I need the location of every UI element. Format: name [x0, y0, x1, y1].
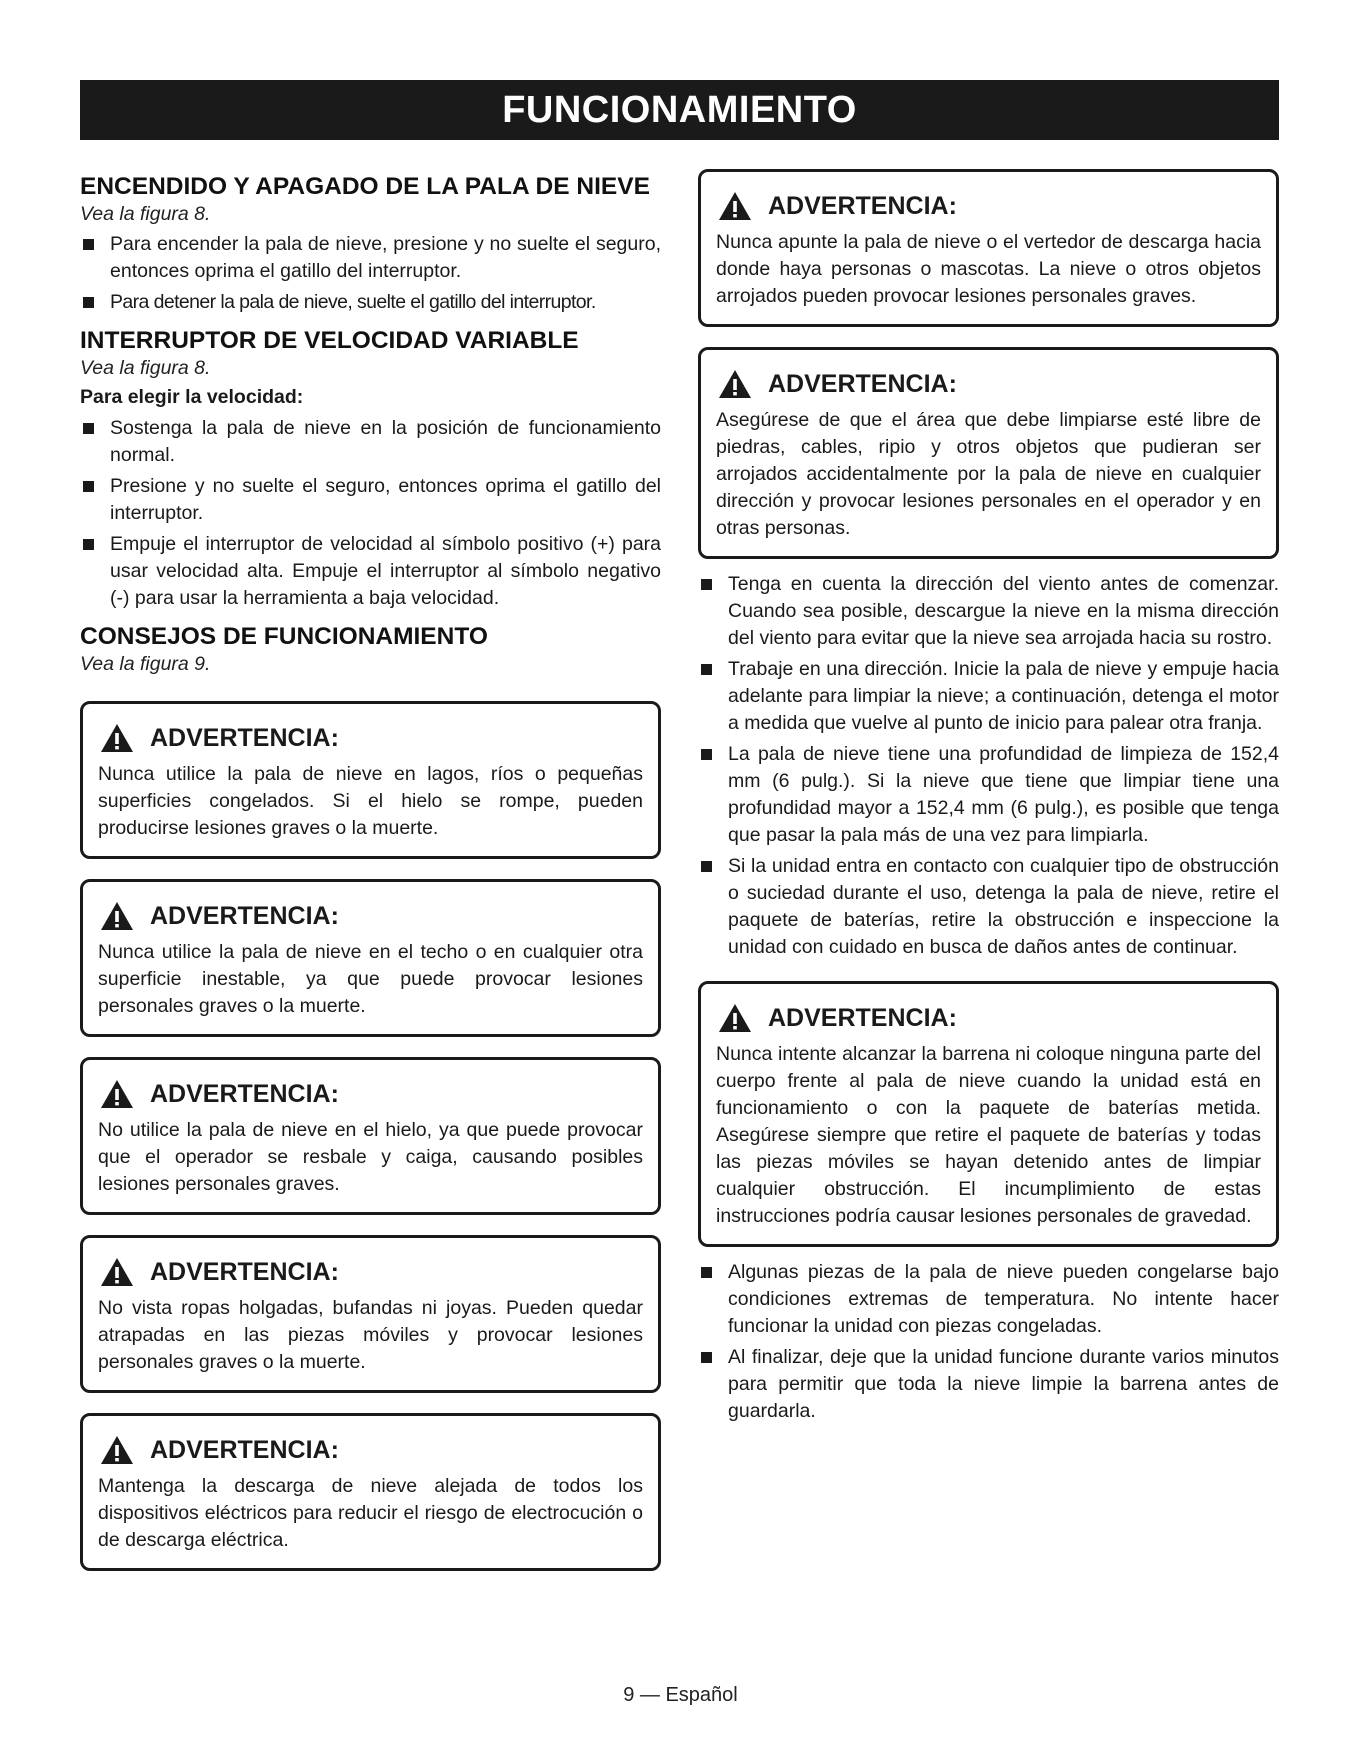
warning-triangle-icon: [100, 1079, 134, 1109]
warning-box: [80, 1235, 661, 1393]
list-item-text: Al finalizar, deje que la unidad funcione durante varios minutos para permitir que toda la nieve limpie la barrena antes de guardarla.: [728, 1346, 1279, 1422]
list-item: [80, 289, 661, 316]
warning-box: [698, 347, 1279, 559]
warning-title: ADVERTENCIA:: [150, 902, 339, 930]
square-bullet-icon: [83, 423, 94, 434]
square-bullet-icon: [83, 239, 94, 250]
list-item-text: Para detener la pala de nieve, suelte el gatillo del interruptor.: [110, 291, 596, 313]
figure-reference: Vea la figura 8.: [80, 357, 211, 379]
square-bullet-icon: [701, 664, 712, 675]
section-tips: [80, 622, 661, 677]
square-bullet-icon: [83, 539, 94, 550]
list-item: [80, 473, 661, 527]
warning-title: ADVERTENCIA:: [150, 1080, 339, 1108]
list-item: [698, 741, 1279, 849]
list-item: [698, 571, 1279, 652]
square-bullet-icon: [83, 481, 94, 492]
page-footer: 9 — Español: [623, 1684, 738, 1706]
square-bullet-icon: [701, 579, 712, 590]
warning-box: [698, 981, 1279, 1247]
warning-header: [98, 1255, 643, 1289]
list-item: [698, 1344, 1279, 1425]
warning-header: [716, 1001, 1261, 1035]
warning-box: [698, 169, 1279, 327]
warning-triangle-icon: [100, 723, 134, 753]
warning-text: Mantenga la descarga de nieve alejada de todos los dispositivos eléctricos para reducir el riesgo de electrocución o de descarga eléctrica.: [98, 1475, 643, 1551]
warning-text: Asegúrese de que el área que debe limpiarse esté libre de piedras, cables, ripio y otros objetos que pudieran ser arrojados accidentalmente por la pala de nieve en cualquier dirección y provocar lesiones personales en el operador y en otras personas.: [716, 409, 1261, 539]
warning-header: [98, 721, 643, 755]
subsection-title: Para elegir la velocidad:: [80, 386, 304, 408]
list-item-text: Presione y no suelte el seguro, entonces oprima el gatillo del interruptor.: [110, 475, 661, 524]
warning-header: [716, 367, 1261, 401]
list-item: [80, 231, 661, 285]
list-item-text: Trabaje en una dirección. Inicie la pala de nieve y empuje hacia adelante para limpiar la nieve; a continuación, detenga el motor a medida que vuelve al punto de inicio para palear otra franja.: [728, 658, 1279, 734]
list-item-text: La pala de nieve tiene una profundidad de limpieza de 152,4 mm (6 pulg.). Si la nieve que tiene que limpiar tiene una profundidad mayor a 152,4 mm (6 pulg.), es posible que tenga que pasar la pala más de una vez para limpiarla.: [728, 743, 1279, 846]
list-item: [80, 415, 661, 469]
warning-header: [98, 1077, 643, 1111]
warning-text: Nunca apunte la pala de nieve o el vertedor de descarga hacia donde haya personas o mascotas. La nieve o otros objetos arrojados pueden provocar lesiones personales graves.: [716, 231, 1261, 307]
section-title: CONSEJOS DE FUNCIONAMIENTO: [80, 623, 488, 650]
section-title: INTERRUPTOR DE VELOCIDAD VARIABLE: [80, 327, 579, 354]
list-item: [698, 853, 1279, 961]
warning-header: [98, 1433, 643, 1467]
warning-text: Nunca intente alcanzar la barrena ni coloque ninguna parte del cuerpo frente al pala de nieve cuando la unidad está en funcionamiento o con la paquete de baterías metida. Asegúrese siempre que retire el paquete de baterías y todas las piezas móviles se hayan detenido antes de limpiar cualquier obstrucción. El incumplimiento de estas instrucciones podría causar lesiones personales de gravedad.: [716, 1043, 1261, 1227]
section-speed-switch: [80, 326, 661, 612]
list-item-text: Empuje el interruptor de velocidad al símbolo positivo (+) para usar velocidad alta. Empuje el interruptor al símbolo negativo (-) para usar la herramienta a baja velocidad.: [110, 533, 661, 609]
warning-header: [98, 899, 643, 933]
section-title: ENCENDIDO Y APAGADO DE LA PALA DE NIEVE: [80, 173, 650, 200]
square-bullet-icon: [701, 749, 712, 760]
warning-title: ADVERTENCIA:: [150, 1258, 339, 1286]
list-item: [80, 531, 661, 612]
figure-reference: Vea la figura 9.: [80, 653, 211, 675]
bullet-list: [698, 571, 1279, 961]
warning-box: [80, 1413, 661, 1571]
square-bullet-icon: [83, 297, 94, 308]
warning-triangle-icon: [100, 1435, 134, 1465]
warning-triangle-icon: [718, 369, 752, 399]
warning-text: Nunca utilice la pala de nieve en lagos, ríos o pequeñas superficies congelados. Si el hielo se rompe, pueden producirse lesiones graves o la muerte.: [98, 763, 643, 839]
right-column: [698, 169, 1279, 1425]
warning-title: ADVERTENCIA:: [768, 370, 957, 398]
warning-triangle-icon: [100, 1257, 134, 1287]
warning-title: ADVERTENCIA:: [768, 192, 957, 220]
warning-triangle-icon: [100, 901, 134, 931]
list-item: [698, 1259, 1279, 1340]
section-power: [80, 172, 661, 316]
warning-box: [80, 701, 661, 859]
list-item-text: Para encender la pala de nieve, presione y no suelte el seguro, entonces oprima el gatillo del interruptor.: [110, 233, 661, 282]
list-item: [698, 656, 1279, 737]
bullet-list: [698, 1259, 1279, 1425]
warning-title: ADVERTENCIA:: [150, 724, 339, 752]
warning-header: [716, 189, 1261, 223]
square-bullet-icon: [701, 1352, 712, 1363]
list-item-text: Sostenga la pala de nieve en la posición de funcionamiento normal.: [110, 417, 661, 466]
warning-triangle-icon: [718, 191, 752, 221]
square-bullet-icon: [701, 861, 712, 872]
warning-title: ADVERTENCIA:: [150, 1436, 339, 1464]
warning-text: No vista ropas holgadas, bufandas ni joyas. Pueden quedar atrapadas en las piezas móviles y provocar lesiones personales graves o la muerte.: [98, 1297, 643, 1373]
warning-title: ADVERTENCIA:: [768, 1004, 957, 1032]
warning-text: No utilice la pala de nieve en el hielo, ya que puede provocar que el operador se resbale y caiga, causando posibles lesiones personales graves.: [98, 1119, 643, 1195]
warning-box: [80, 1057, 661, 1215]
square-bullet-icon: [701, 1267, 712, 1278]
warning-box: [80, 879, 661, 1037]
left-column: [80, 172, 661, 1571]
page-banner: FUNCIONAMIENTO: [80, 80, 1279, 140]
figure-reference: Vea la figura 8.: [80, 203, 211, 225]
list-item-text: Algunas piezas de la pala de nieve pueden congelarse bajo condiciones extremas de temperatura. No intente hacer funcionar la unidad con piezas congeladas.: [728, 1261, 1279, 1337]
warning-text: Nunca utilice la pala de nieve en el techo o en cualquier otra superficie inestable, ya que puede provocar lesiones personales graves o la muerte.: [98, 941, 643, 1017]
bullet-list: [80, 415, 661, 612]
list-item-text: Tenga en cuenta la dirección del viento antes de comenzar. Cuando sea posible, descargue la nieve en la misma dirección del viento para evitar que la nieve sea arrojada hacia su rostro.: [728, 573, 1279, 649]
bullet-list: [80, 231, 661, 316]
list-item-text: Si la unidad entra en contacto con cualquier tipo de obstrucción o suciedad durante el uso, detenga la pala de nieve, retire el paquete de baterías, retire la obstrucción e inspeccione la unidad con cuidado en busca de daños antes de continuar.: [728, 855, 1279, 958]
warning-triangle-icon: [718, 1003, 752, 1033]
